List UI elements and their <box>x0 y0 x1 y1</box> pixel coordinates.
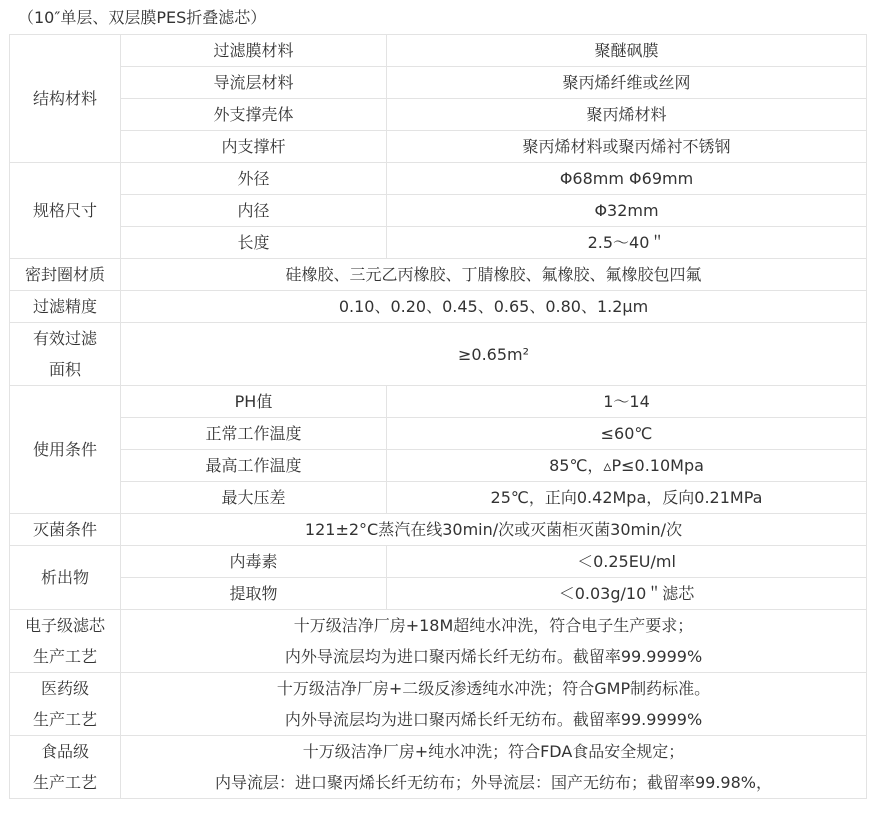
row-label-sterilize: 灭菌条件 <box>10 514 121 546</box>
process-line: 内导流层：进口聚丙烯长纤无纺布；外导流层：国产无纺布；截留率99.98%， <box>214 773 772 792</box>
row-label-seal: 密封圈材质 <box>10 259 121 291</box>
table-row <box>10 736 867 799</box>
table-row <box>10 131 867 163</box>
label-line: 面积 <box>48 360 81 379</box>
label-line: 生产工艺 <box>32 773 97 792</box>
pharma-value <box>121 673 867 736</box>
param-value: Φ32mm <box>387 195 867 227</box>
label-line: 医药级 <box>40 679 89 698</box>
table-row <box>10 67 867 99</box>
table-row <box>10 291 867 323</box>
param-value: 聚丙烯材料或聚丙烯衬不锈钢 <box>387 131 867 163</box>
process-line: 十万级洁净厂房+纯水冲洗；符合FDA食品安全规定； <box>302 742 685 761</box>
row-label-electronic <box>10 610 121 673</box>
table-row <box>10 386 867 418</box>
row-label-usage: 使用条件 <box>10 386 121 514</box>
param-name: 外支撑壳体 <box>121 99 387 131</box>
param-value: 聚醚砜膜 <box>387 35 867 67</box>
table-row <box>10 578 867 610</box>
param-name: 过滤膜材料 <box>121 35 387 67</box>
param-name: 内支撑杆 <box>121 131 387 163</box>
row-label-structure: 结构材料 <box>10 35 121 163</box>
param-name: 导流层材料 <box>121 67 387 99</box>
row-label-precision: 过滤精度 <box>10 291 121 323</box>
param-value: ＜0.25EU/ml <box>387 546 867 578</box>
table-row <box>10 482 867 514</box>
label-line: 生产工艺 <box>32 710 97 729</box>
row-label-pharma <box>10 673 121 736</box>
table-row <box>10 195 867 227</box>
param-value: 85℃，▵P≤0.10Mpa <box>387 450 867 482</box>
table-caption: （10″单层、双层膜PES折叠滤芯） <box>18 8 267 27</box>
process-line: 十万级洁净厂房+18M超纯水冲洗，符合电子生产要求； <box>293 616 694 635</box>
spec-table <box>9 34 867 799</box>
param-value: ＜0.03g/10＂滤芯 <box>387 578 867 610</box>
param-value: 聚丙烯材料 <box>387 99 867 131</box>
param-value: Φ68mm Φ69mm <box>387 163 867 195</box>
table-row <box>10 418 867 450</box>
param-name: 正常工作温度 <box>121 418 387 450</box>
label-line: 生产工艺 <box>32 647 97 666</box>
param-value: ≤60℃ <box>387 418 867 450</box>
param-value: 聚丙烯纤维或丝网 <box>387 67 867 99</box>
food-value <box>121 736 867 799</box>
area-value: ≥0.65m² <box>121 323 867 386</box>
table-row <box>10 35 867 67</box>
label-line: 食品级 <box>40 742 89 761</box>
row-label-food <box>10 736 121 799</box>
param-name: PH值 <box>121 386 387 418</box>
table-row <box>10 259 867 291</box>
row-label-size: 规格尺寸 <box>10 163 121 259</box>
param-name: 内径 <box>121 195 387 227</box>
label-line: 有效过滤 <box>32 329 97 348</box>
table-row <box>10 323 867 386</box>
param-name: 最大压差 <box>121 482 387 514</box>
param-value: 1～14 <box>387 386 867 418</box>
table-row <box>10 514 867 546</box>
table-row <box>10 673 867 736</box>
process-line: 十万级洁净厂房+二级反渗透纯水冲洗；符合GMP制药标准。 <box>276 679 711 698</box>
sterilize-value: 121±2°C蒸汽在线30min/次或灭菌柜灭菌30min/次 <box>121 514 867 546</box>
table-row <box>10 610 867 673</box>
seal-value: 硅橡胶、三元乙丙橡胶、丁腈橡胶、氟橡胶、氟橡胶包四氟 <box>121 259 867 291</box>
param-name: 提取物 <box>121 578 387 610</box>
row-label-area <box>10 323 121 386</box>
electronic-value <box>121 610 867 673</box>
table-row <box>10 450 867 482</box>
param-value: 2.5～40＂ <box>387 227 867 259</box>
param-name: 最高工作温度 <box>121 450 387 482</box>
table-row <box>10 546 867 578</box>
param-name: 长度 <box>121 227 387 259</box>
param-name: 内毒素 <box>121 546 387 578</box>
process-line: 内外导流层均为进口聚丙烯长纤无纺布。截留率99.9999% <box>284 647 703 666</box>
table-row <box>10 227 867 259</box>
param-name: 外径 <box>121 163 387 195</box>
row-label-extract: 析出物 <box>10 546 121 610</box>
table-row <box>10 163 867 195</box>
precision-value: 0.10、0.20、0.45、0.65、0.80、1.2μm <box>121 291 867 323</box>
process-line: 内外导流层均为进口聚丙烯长纤无纺布。截留率99.9999% <box>284 710 703 729</box>
table-row <box>10 99 867 131</box>
label-line: 电子级滤芯 <box>24 616 105 635</box>
param-value: 25℃，正向0.42Mpa，反向0.21MPa <box>387 482 867 514</box>
